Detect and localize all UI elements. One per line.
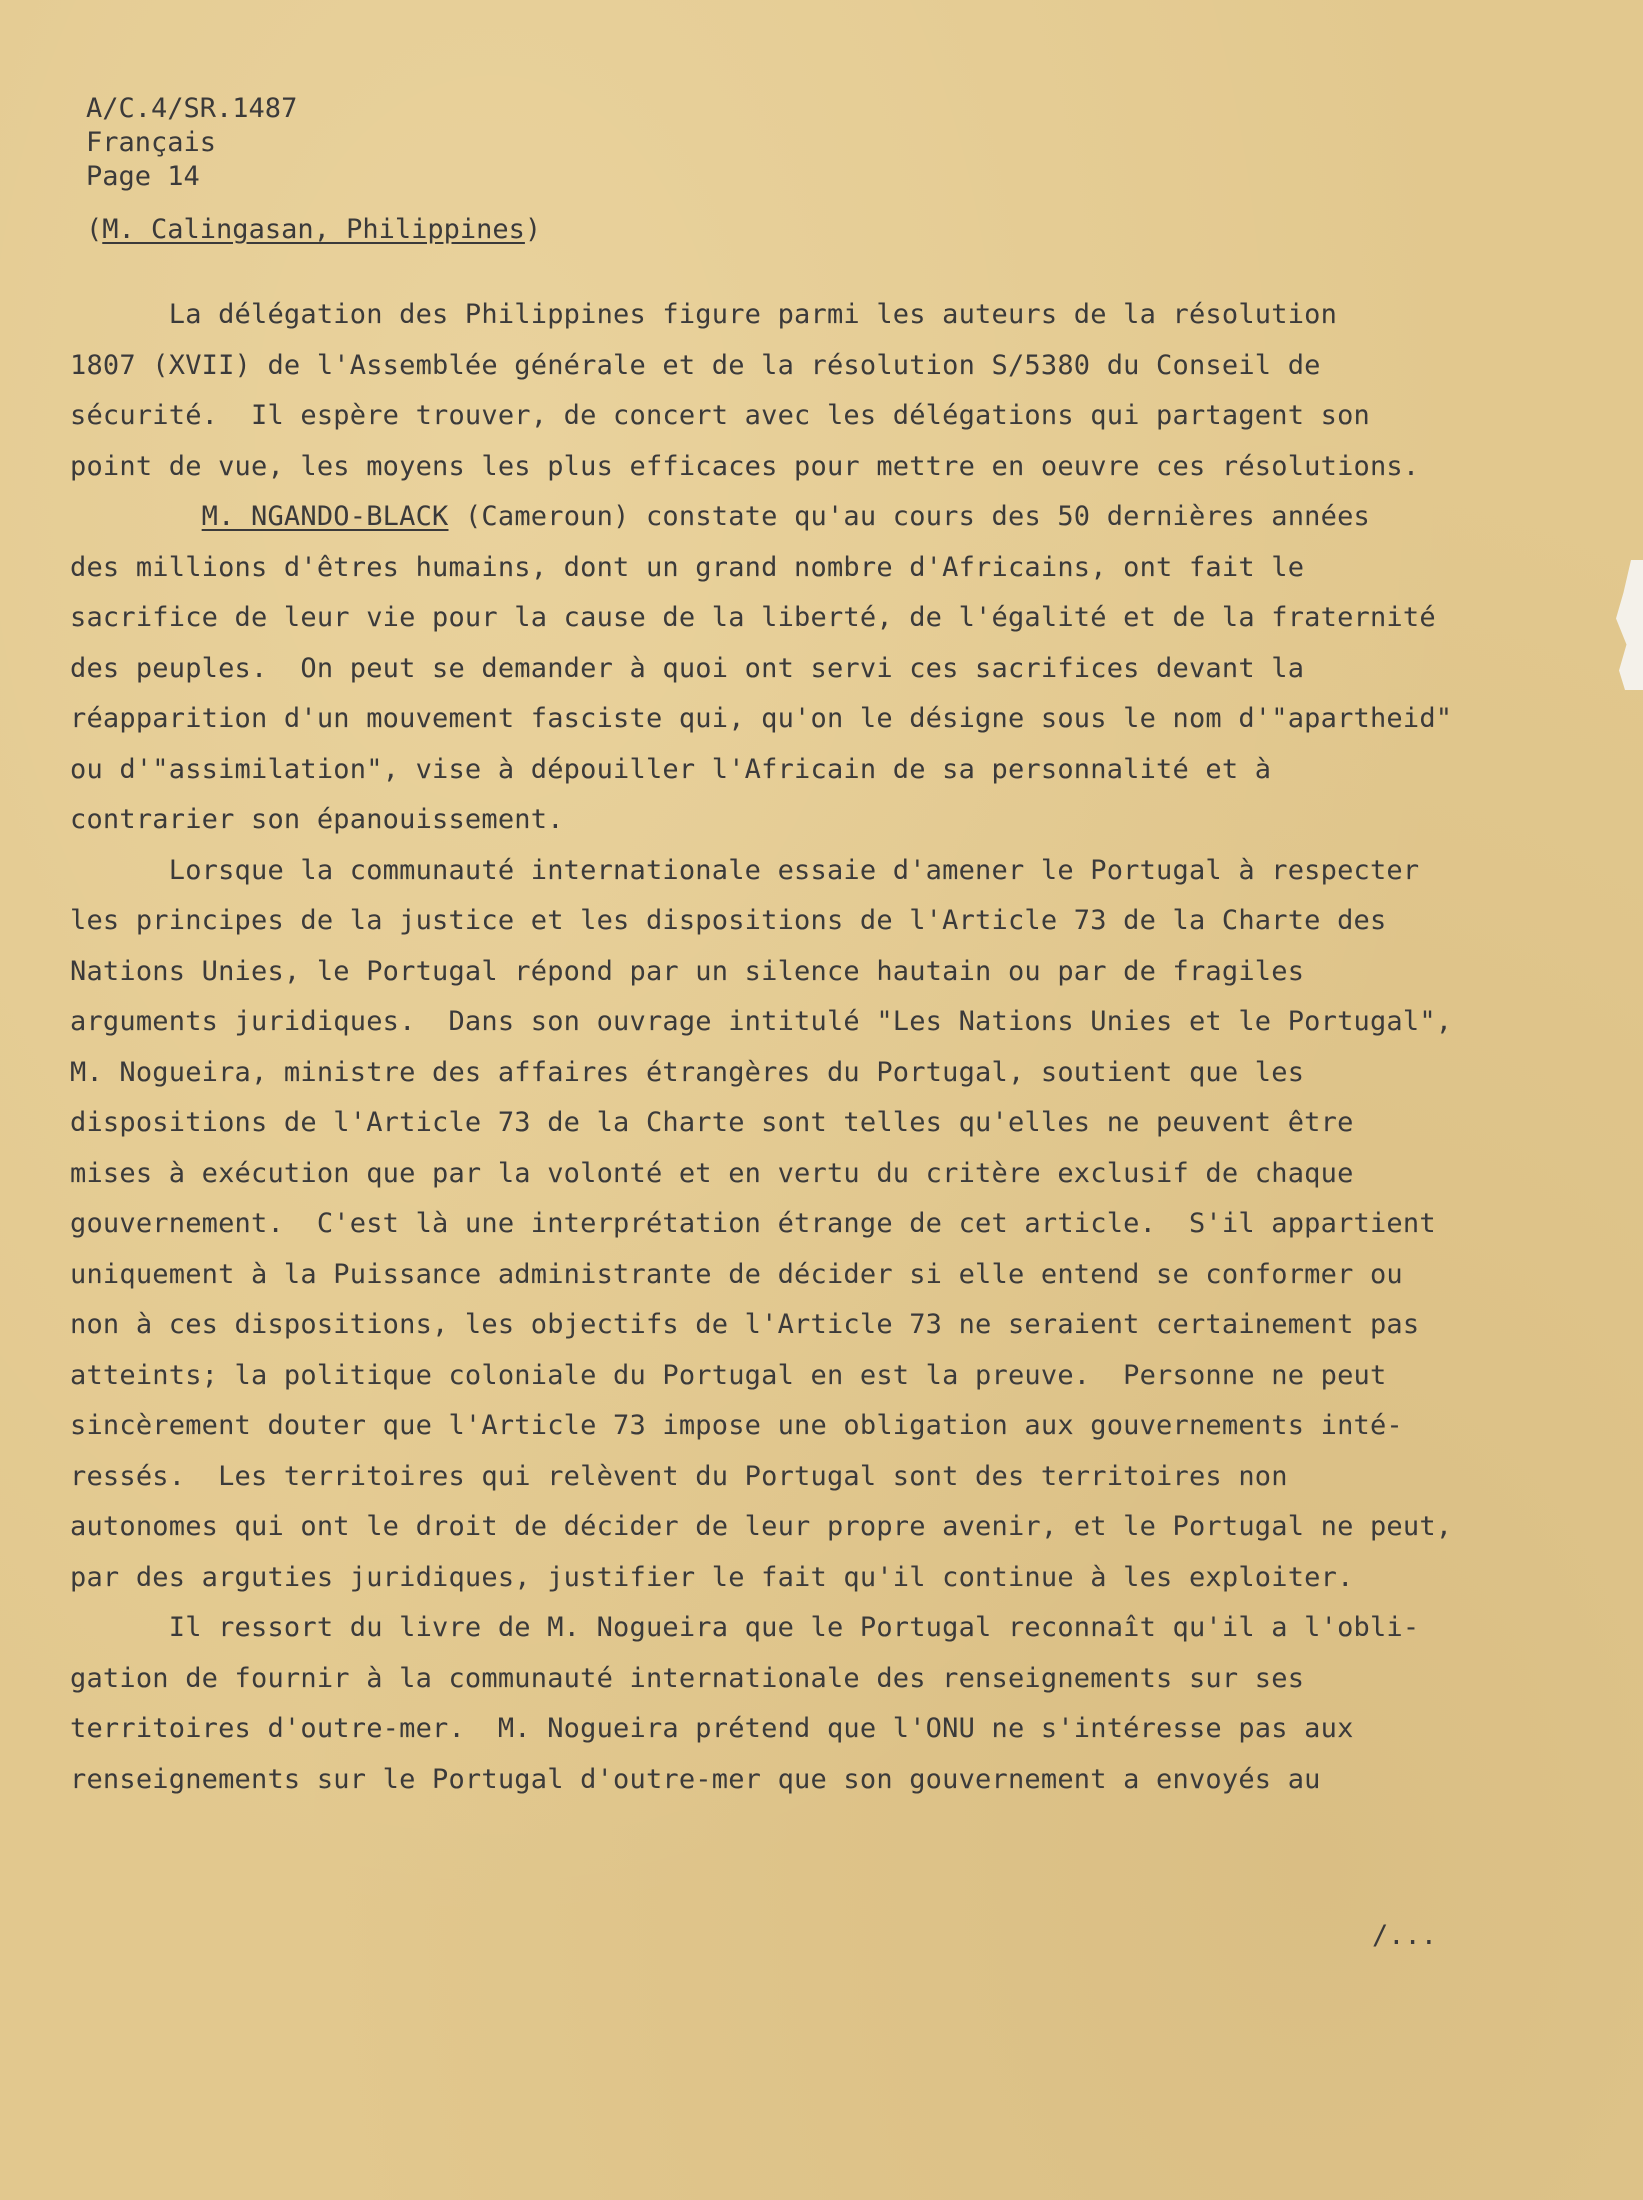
previous-speaker-name: M. Calingasan, Philippines [102,214,525,245]
text-line: ressés. Les territoires qui relèvent du Portugal sont des territoires non [70,1460,1288,1492]
text-line: réapparition d'un mouvement fasciste qui, qu'on le désigne sous le nom d'"apartheid" [70,703,1453,734]
indent [70,501,202,532]
text-line: Nations Unies, le Portugal répond par un silence hautain ou par de fragiles [70,955,1305,987]
paragraph [70,846,1470,1604]
text-line: M. Nogueira, ministre des affaires étrangères du Portugal, soutient que les [70,1056,1305,1088]
text-line: arguments juridiques. Dans son ouvrage intitulé "Les Nations Unies et le Portugal", [70,1006,1453,1037]
text-line: territoires d'outre-mer. M. Nogueira prétend que l'ONU ne s'intéresse pas aux [70,1713,1354,1744]
text-line: sacrifice de leur vie pour la cause de la liberté, de l'égalité et de la fraternité [70,602,1436,633]
previous-speaker-label [86,213,541,247]
text-line: mises à exécution que par la volonté et en vertu du critère exclusif de chaque [70,1157,1354,1189]
text-line: sincèrement douter que l'Article 73 impose une obligation aux gouvernements inté- [70,1410,1403,1441]
text-line: point de vue, les moyens les plus efficaces pour mettre en oeuvre ces résolutions. [70,450,1420,482]
text-line: Il ressort du livre de M. Nogueira que le Portugal reconnaît qu'il a l'obli- [70,1612,1420,1643]
paragraph [70,492,1470,846]
document-body [70,290,1470,1805]
document-header [86,92,297,194]
text-line: uniquement à la Puissance administrante de décider si elle entend se conformer ou [70,1258,1403,1290]
text-line: gation de fournir à la communauté internationale des renseignements sur ses [70,1662,1305,1694]
text-line: par des arguties juridiques, justifier le fait qu'il continue à les exploiter. [70,1561,1354,1593]
text-line: autonomes qui ont le droit de décider de leur propre avenir, et le Portugal ne peut, [70,1511,1453,1542]
page-number: Page 14 [86,161,200,192]
text-line: des millions d'êtres humains, dont un grand nombre d'Africains, ont fait le [70,551,1305,583]
speaker-intro-line [70,492,1470,543]
paren-close: ) [524,214,542,245]
continuation-mark: /... [1372,1920,1438,1951]
text-line: Lorsque la communauté internationale essaie d'amener le Portugal à respecter [70,854,1420,886]
text-line: contrarier son épanouissement. [70,804,564,835]
text-line: renseignements sur le Portugal d'outre-mer que son gouvernement a envoyés au [70,1763,1321,1795]
text-line: les principes de la justice et les dispositions de l'Article 73 de la Charte des [70,905,1387,936]
text-line: ou d'"assimilation", vise à dépouiller l'Africain de sa personnalité et à [70,753,1272,785]
document-language: Français [86,127,217,158]
speaker-name: M. NGANDO-BLACK [201,501,449,532]
text-line: La délégation des Philippines figure parmi les auteurs de la résolution [70,299,1338,330]
speaker-intro-rest: (Cameroun) constate qu'au cours des 50 dernières années [448,501,1371,532]
text-line: gouvernement. C'est là une interprétation étrange de cet article. S'il appartient [70,1208,1436,1239]
text-line: atteints; la politique coloniale du Portugal en est la preuve. Personne ne peut [70,1359,1387,1391]
text-line: sécurité. Il espère trouver, de concert avec les délégations qui partagent son [70,400,1370,431]
torn-edge [1613,560,1643,690]
text-line: dispositions de l'Article 73 de la Charte sont telles qu'elles ne peuvent être [70,1107,1354,1138]
text-line: non à ces dispositions, les objectifs de l'Article 73 ne seraient certainement pas [70,1309,1420,1340]
paren-open: ( [86,214,103,245]
paragraph [70,1603,1470,1805]
text-line: 1807 (XVII) de l'Assemblée générale et de la résolution S/5380 du Conseil de [70,349,1321,381]
text-line: des peuples. On peut se demander à quoi ont servi ces sacrifices devant la [70,652,1305,684]
document-symbol: A/C.4/SR.1487 [86,93,298,124]
paragraph [70,290,1470,492]
